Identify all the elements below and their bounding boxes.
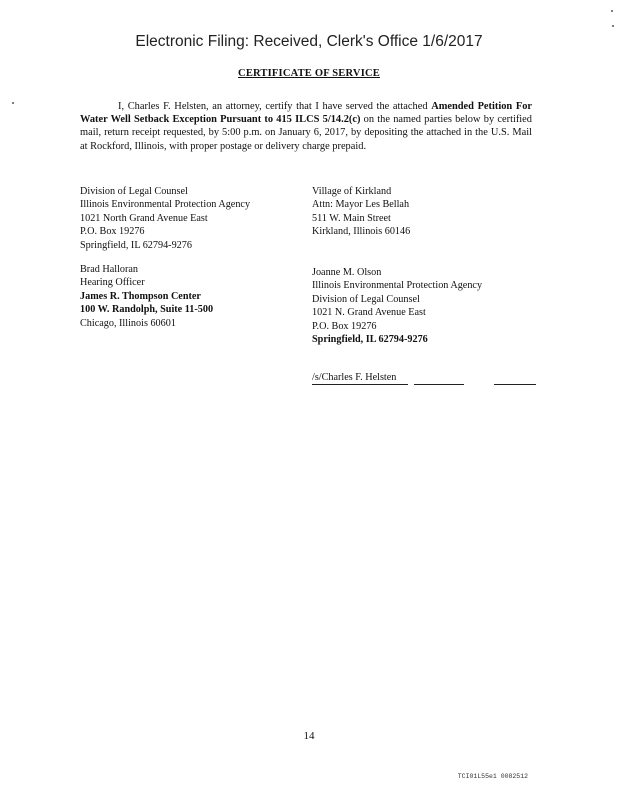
certificate-paragraph <box>80 100 532 153</box>
signature-underline <box>312 384 408 385</box>
recipient-line: P.O. Box 19276 <box>312 320 377 332</box>
recipient-address-block <box>80 263 213 330</box>
recipient-line: 1021 North Grand Avenue East <box>80 212 208 224</box>
signature-blank-line <box>414 384 464 385</box>
certificate-document-name: Amended Petition For Water Well Setback Exception Pursuant to 415 ILCS 5/14.2(c) <box>80 101 533 126</box>
recipient-line: 1021 N. Grand Avenue East <box>312 307 426 319</box>
document-code: TCI01L55e1 0082512 <box>457 773 528 780</box>
recipient-line: 100 W. Randolph, Suite 11-500 <box>80 304 214 316</box>
signature-blank-line <box>494 384 536 385</box>
certificate-body: on the named parties below by certified mail, return receipt requested, by 5:00 p.m. on January 6, 2017, by depositing the attached in the U.S. Mail at Rockford, Illinois, with proper postage or delivery charge prepaid. <box>80 114 532 152</box>
recipient-address-block <box>80 185 250 252</box>
recipient-line: P.O. Box 19276 <box>80 226 145 238</box>
recipient-line: Joanne M. Olson <box>312 267 382 278</box>
recipient-line: Village of Kirkland <box>312 186 392 197</box>
recipient-line: James R. Thompson Center <box>80 290 201 302</box>
recipient-line: Illinois Environmental Protection Agency <box>80 199 251 211</box>
recipient-line: 511 W. Main Street <box>312 212 391 224</box>
recipient-line: Division of Legal Counsel <box>80 186 188 197</box>
signature-text: /s/Charles F. Helsten <box>312 372 397 383</box>
scan-speck <box>612 25 614 27</box>
recipient-line: Hearing Officer <box>80 277 145 289</box>
recipient-line: Springfield, IL 62794-9276 <box>80 239 192 251</box>
scan-speck <box>12 102 14 104</box>
recipient-line: Chicago, Illinois 60601 <box>80 317 176 329</box>
page-number: 14 <box>303 730 315 742</box>
scan-speck <box>611 10 613 12</box>
certificate-intro: I, Charles F. Helsten, an attorney, certify that I have served the attached <box>118 101 432 112</box>
recipient-line: Illinois Environmental Protection Agency <box>312 280 483 292</box>
recipient-address-block <box>312 185 410 239</box>
recipient-line: Springfield, IL 62794-9276 <box>312 334 428 346</box>
recipient-address-block <box>312 266 482 346</box>
electronic-filing-stamp: Electronic Filing: Received, Clerk's Office 1/6/2017 <box>135 33 483 50</box>
recipient-line: Attn: Mayor Les Bellah <box>312 199 410 211</box>
recipient-line: Brad Halloran <box>80 264 138 275</box>
recipient-line: Division of Legal Counsel <box>312 293 420 305</box>
recipient-line: Kirkland, Illinois 60146 <box>312 226 411 238</box>
certificate-title: CERTIFICATE OF SERVICE <box>238 68 380 79</box>
